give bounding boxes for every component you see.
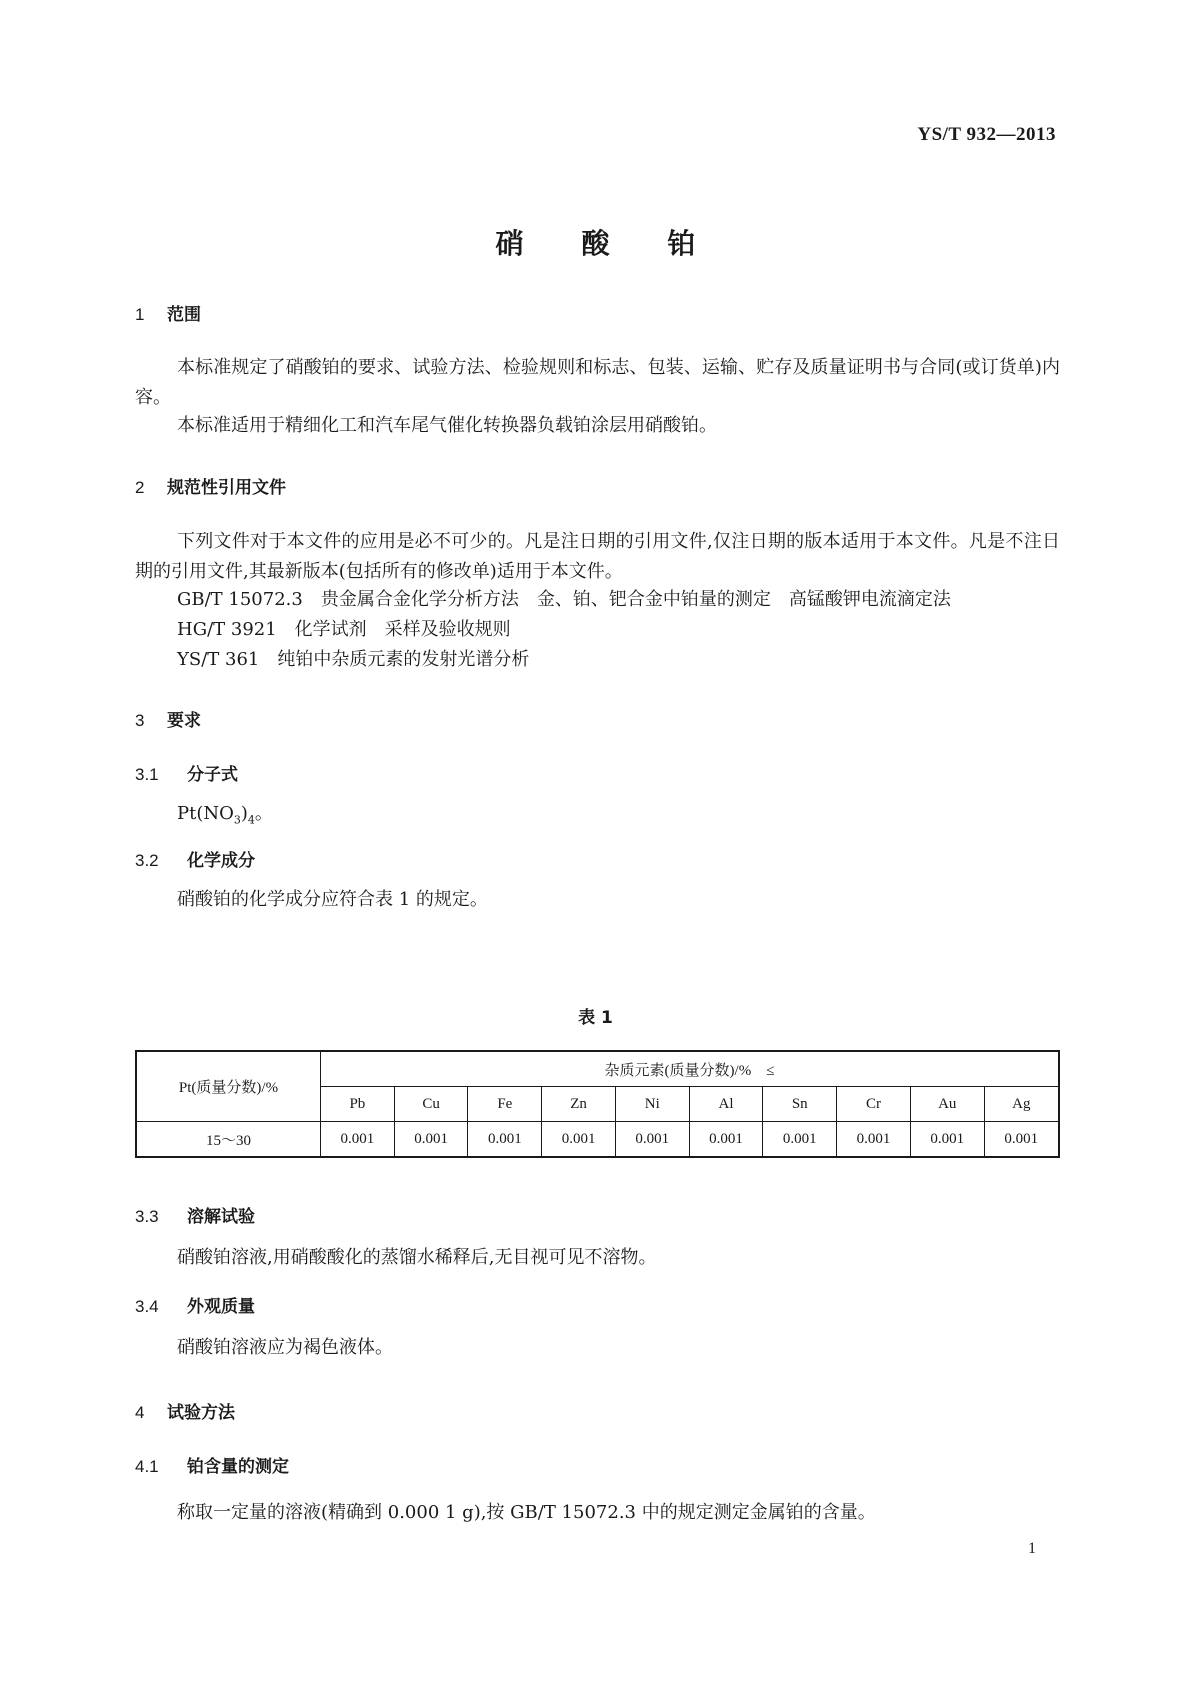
- chemical-formula: [135, 799, 1060, 836]
- paragraph: 下列文件对于本文件的应用是必不可少的。凡是注日期的引用文件,仅注日期的版本适用于本文件。凡是不注日期的引用文件,其最新版本(包括所有的修改单)适用于本文件。: [135, 531, 1060, 582]
- value-cell: 0.001: [468, 1122, 542, 1158]
- element-header: Sn: [763, 1087, 837, 1122]
- paragraph: 硝酸铂溶液,用硝酸酸化的蒸馏水稀释后,无目视可见不溶物。: [177, 1247, 657, 1268]
- section-3-heading: [135, 706, 201, 731]
- section-number: 4.1: [135, 1457, 159, 1476]
- paragraph: 本标准适用于精细化工和汽车尾气催化转换器负载铂涂层用硝酸铂。: [177, 415, 717, 436]
- section-title: 溶解试验: [187, 1207, 255, 1227]
- section-title: 化学成分: [187, 851, 255, 871]
- section-number: 3.4: [135, 1297, 159, 1316]
- table-header-impurities: 杂质元素(质量分数)/% ≤: [321, 1051, 1060, 1087]
- section-3-3-heading: [135, 1202, 255, 1227]
- pt-value-cell: 15～30: [136, 1122, 321, 1158]
- value-cell: 0.001: [910, 1122, 984, 1158]
- formula-end: 。: [254, 803, 273, 824]
- section-3-4-heading: [135, 1292, 255, 1317]
- section-title: 试验方法: [167, 1403, 235, 1423]
- value-cell: 0.001: [394, 1122, 468, 1158]
- page-number: 1: [1028, 1540, 1036, 1557]
- paragraph: 本标准规定了硝酸铂的要求、试验方法、检验规则和标志、包装、运输、贮存及质量证明书与合同(或订货单)内容。: [135, 357, 1060, 408]
- value-cell: 0.001: [763, 1122, 837, 1158]
- section-number: 2: [135, 478, 145, 497]
- element-header: Zn: [542, 1087, 616, 1122]
- element-header: Fe: [468, 1087, 542, 1122]
- section-title: 规范性引用文件: [167, 478, 286, 498]
- element-header: Pb: [321, 1087, 395, 1122]
- reference-item: GB/T 15072.3 贵金属合金化学分析方法 金、铂、钯合金中铂量的测定 高锰酸钾电流滴定法: [177, 589, 951, 610]
- section-number: 4: [135, 1403, 145, 1422]
- section-title: 铂含量的测定: [187, 1457, 289, 1477]
- table-header-pt: Pt(质量分数)/%: [136, 1051, 321, 1122]
- formula-subscript: 3: [233, 813, 241, 827]
- document-title: 硝酸铂: [495, 227, 754, 260]
- formula-paren: ): [240, 803, 248, 824]
- table-1: [135, 1050, 1060, 1158]
- element-header: Ag: [984, 1087, 1059, 1122]
- element-header: Cr: [837, 1087, 911, 1122]
- formula-base: Pt(NO: [177, 803, 234, 824]
- section-number: 1: [135, 305, 145, 324]
- value-cell: 0.001: [542, 1122, 616, 1158]
- standard-code: YS/T 932—2013: [917, 124, 1056, 145]
- section-title: 外观质量: [187, 1297, 255, 1317]
- value-cell: 0.001: [837, 1122, 911, 1158]
- section-4-1-heading: [135, 1452, 289, 1477]
- element-header: Ni: [615, 1087, 689, 1122]
- table-caption: 表 1: [578, 1008, 613, 1028]
- table-row: [136, 1122, 1059, 1158]
- element-header: Al: [689, 1087, 763, 1122]
- section-number: 3: [135, 711, 145, 730]
- section-number: 3.3: [135, 1207, 159, 1226]
- section-4-heading: [135, 1398, 235, 1423]
- value-cell: 0.001: [689, 1122, 763, 1158]
- element-header: Cu: [394, 1087, 468, 1122]
- reference-item: HG/T 3921 化学试剂 采样及验收规则: [177, 619, 511, 640]
- value-cell: 0.001: [321, 1122, 395, 1158]
- section-1-heading: [135, 300, 201, 325]
- paragraph: 称取一定量的溶液(精确到 0.000 1 g),按 GB/T 15072.3 中的规定测定金属铂的含量。: [177, 1502, 876, 1523]
- element-header: Au: [910, 1087, 984, 1122]
- section-number: 3.2: [135, 851, 159, 870]
- section-2-heading: [135, 473, 286, 498]
- paragraph: 硝酸铂的化学成分应符合表 1 的规定。: [177, 889, 488, 910]
- value-cell: 0.001: [984, 1122, 1059, 1158]
- section-title: 范围: [167, 305, 201, 325]
- section-3-1-heading: [135, 760, 238, 785]
- reference-item: YS/T 361 纯铂中杂质元素的发射光谱分析: [177, 649, 530, 670]
- section-title: 要求: [167, 711, 201, 731]
- section-title: 分子式: [187, 765, 238, 785]
- section-3-2-heading: [135, 846, 255, 871]
- paragraph: 硝酸铂溶液应为褐色液体。: [177, 1337, 393, 1358]
- value-cell: 0.001: [615, 1122, 689, 1158]
- formula-subscript: 4: [247, 813, 255, 827]
- section-number: 3.1: [135, 765, 159, 784]
